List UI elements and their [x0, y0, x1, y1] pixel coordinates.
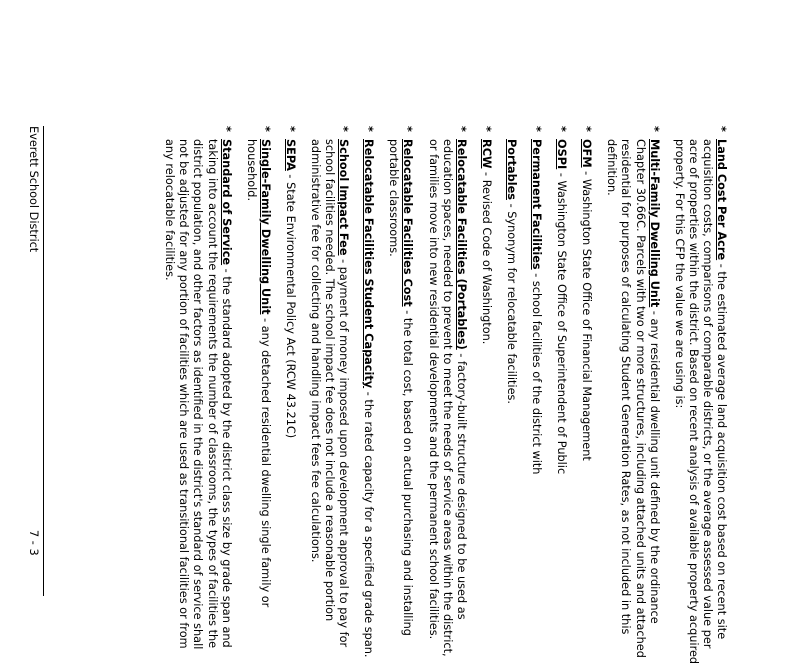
definition-text: - the total cost, based on actual purchasing and installing portable classrooms. [387, 139, 415, 636]
definition-text: - Washington State Office of Superintendent of Public [555, 169, 569, 475]
definition-entry [504, 126, 518, 666]
bullet-marker: * [258, 126, 272, 132]
definition-entry [529, 126, 543, 666]
rotated-document-page [14, 0, 744, 665]
definition-text: - State Environmental Policy Act (RCW 43.21C) [283, 170, 297, 439]
bullet-marker: * [283, 126, 297, 132]
definition-text: - school facilities of the district with [530, 269, 544, 475]
definition-term: Portables [504, 139, 518, 200]
definition-term: Land Cost Per Acre [715, 139, 728, 261]
definition-text: - factory-built structure designed to be used as education spaces, needed to prevent to meet the needs of service areas within the district, or families move into new residential developments and the permanent school facilities. [426, 139, 468, 657]
definition-term: OFM [580, 139, 594, 168]
definition-entry [479, 126, 493, 666]
definition-entry [426, 126, 468, 666]
footer-rule [43, 126, 44, 596]
definition-text: - the estimated average land acquisition cost based on recent site acquisition costs, comparisons of comparable districts, or the average assessed value per acre of properties within the district. Based on recent analysis of available property acquired property. For this CFP the value we are using is: [672, 139, 728, 665]
definition-term: Single-Family Dwelling Unit [258, 139, 272, 315]
bullet-marker: * [454, 126, 468, 132]
definition-entry [244, 126, 272, 666]
bullet-marker: * [647, 126, 661, 132]
definition-text: - any detached residential dwelling single family or household. [244, 139, 272, 608]
definition-text: - Synonym for relocatable facilities. [504, 199, 518, 404]
definition-text: - the rated capacity for a specified grade span. [362, 388, 376, 658]
definition-text: - Washington State Office of Financial Management [580, 167, 594, 461]
bullet-marker: * [362, 126, 376, 132]
definition-term: RCW [479, 139, 493, 169]
definition-text: - Revised Code of Washington. [479, 168, 493, 345]
bullet-marker: * [337, 126, 351, 132]
definitions-list [151, 126, 728, 666]
definition-term: Standard of Service [219, 139, 233, 266]
bullet-marker: * [580, 126, 594, 132]
definition-entry [579, 126, 593, 666]
bullet-marker: * [530, 126, 544, 132]
definition-entry [283, 126, 297, 666]
definition-term: OSPI [555, 139, 569, 170]
definition-entry [554, 126, 568, 666]
definition-term: Relocatable Facilities (Portables) [454, 139, 468, 350]
bullet-marker: * [555, 126, 569, 132]
bullet-marker: * [401, 126, 415, 132]
footer-district-name: Everett School District [27, 126, 40, 253]
definition-term: Relocatable Facilities Cost [401, 139, 415, 307]
definition-term: SEPA [283, 139, 297, 171]
definition-term: Relocatable Facilities Student Capacity [362, 139, 376, 389]
bullet-marker: * [219, 126, 233, 132]
bullet-marker: * [479, 126, 493, 132]
bullet-marker: * [715, 126, 728, 132]
definition-text: - any residential dwelling unit defined by the ordinance Chapter 30.66C. Parcels with two or more structures, including attached units and attached residential for purposes of calculating Student Generation Rates, as not included in this definition. [605, 139, 661, 658]
footer-page-number: 7 - 3 [27, 530, 40, 556]
definition-term: Multi-Family Dwelling Unit [647, 139, 661, 308]
definition-entry [308, 126, 350, 666]
definition-entry [162, 126, 232, 666]
definition-entry [386, 126, 414, 666]
definition-entry [361, 126, 375, 666]
definition-text: - the standard adopted by the district class size by grade span and taking into account the requirements the number of classrooms, the types of facilities the district population, and other factors as identified in the district's standard of service shall not be adjusted for any portion of facilities which are used as transitional facilities or from any relocatable facilities. [163, 139, 233, 650]
definition-term: Permanent Facilities [530, 139, 544, 270]
definition-text: - payment of money imposed upon development approval to pay for school facilities needed. The school impact fee does not include a reasonable portion administrative fee for collecting and handling impact fees fee calculations. [309, 139, 351, 648]
definition-entry [604, 126, 660, 666]
definition-entry [672, 126, 728, 666]
definition-term: School Impact Fee [337, 139, 351, 256]
